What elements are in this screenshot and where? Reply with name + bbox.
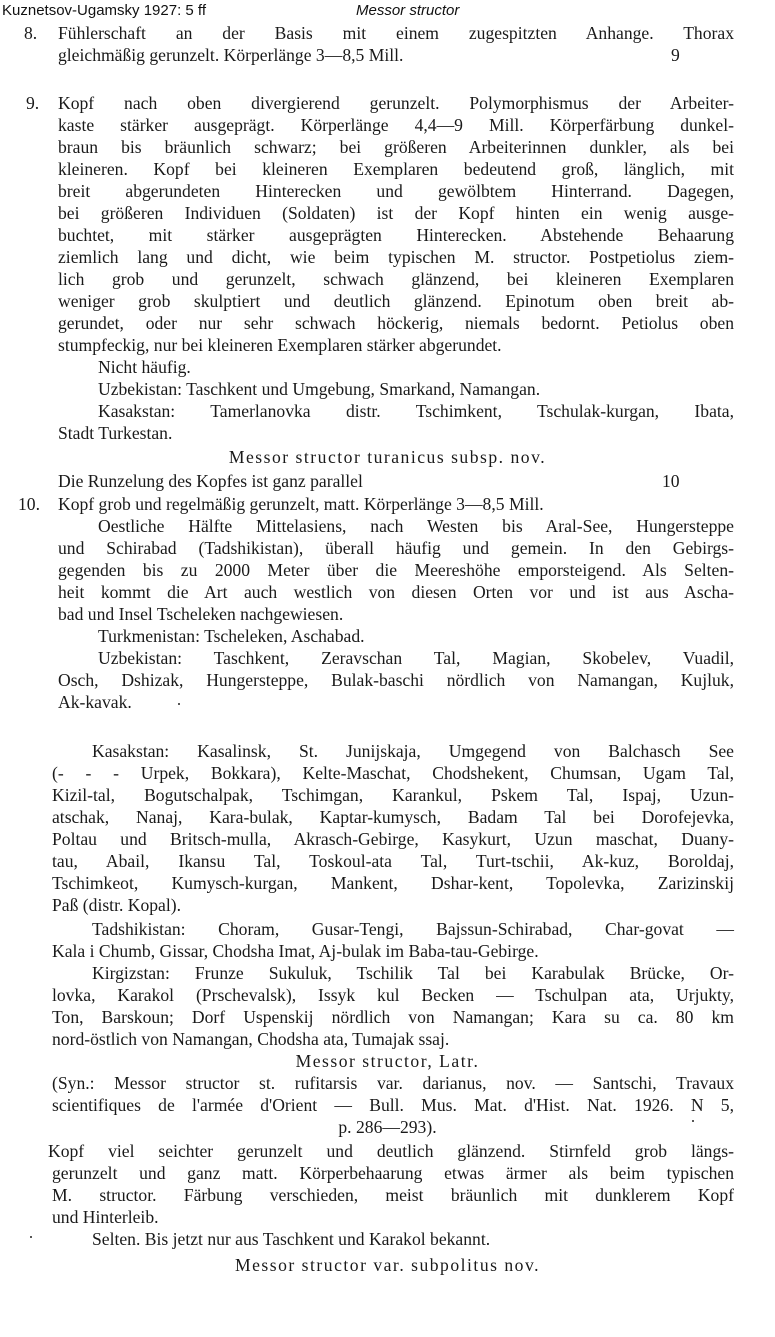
kirgizstan-line: Kirgizstan: Frunze Sukuluk, Tschilik Tal bei Karabulak Brücke, Or-	[92, 963, 734, 983]
kasakstan-line: (- - - Urpek, Bokkara), Kelte-Maschat, Chodshekent, Chumsan, Ugam Tal,	[52, 763, 734, 783]
source-citation: Kuznetsov-Ugamsky 1927: 5 ff	[2, 2, 206, 19]
couplet-lead: Die Runzelung des Kopfes ist ganz parallel	[58, 471, 363, 491]
distribution-uzbekistan-cont: Osch, Dshizak, Hungersteppe, Bulak-baschi nördlich von Namangan, Kujluk,	[58, 670, 734, 690]
couplet-9-line: buchtet, mit stärker ausgeprägten Hinterecken. Abstehende Behaarung	[58, 225, 734, 245]
couplet-9-line: gerundet, oder nur sehr schwach höckerig, niemals bedornt. Petiolus oben	[58, 313, 734, 333]
distribution-turkmenistan: Turkmenistan: Tscheleken, Aschabad.	[98, 626, 365, 646]
kasakstan-line-last: Paß (distr. Kopal).	[52, 895, 182, 915]
couplet-8-line-1: Fühlerschaft an der Basis mit einem zugespitzten Anhange. Thorax	[58, 23, 734, 43]
kasakstan-line: atschak, Nanaj, Kara-bulak, Kaptar-kumysch, Badam Tal bei Dorofejevka,	[52, 807, 734, 827]
description-line-last: und Hinterleib.	[52, 1207, 159, 1227]
couplet-10-line: Oestliche Hälfte Mittelasiens, nach Westen bis Aral-See, Hungersteppe	[98, 516, 734, 536]
couplet-10-line: gegenden bis zu 2000 Meter über die Meereshöhe emporsteigend. Als Selten-	[58, 560, 734, 580]
couplet-9-line: bei größeren Individuen (Soldaten) ist der Kopf hinten ein wenig ausge-	[58, 203, 734, 223]
couplet-10-line-last: bad und Insel Tscheleken nachgewiesen.	[58, 604, 344, 624]
kirgizstan-line-last: nord-östlich von Namangan, Chodsha ata, Tumajak ssaj.	[52, 1029, 450, 1049]
kasakstan-line: Tschimkeot, Kumysch-kurgan, Mankent, Dshar-kent, Topolevka, Zarizinskij	[52, 873, 734, 893]
couplet-9-line: weniger grob skulptiert und deutlich glänzend. Epinotum oben breit ab-	[58, 291, 734, 311]
couplet-9-line-last: stumpfeckig, nur bei kleineren Exemplaren stärker abgerundet.	[58, 335, 502, 355]
distribution-kasakstan: Kasakstan: Tamerlanovka distr. Tschimkent, Tschulak-kurgan, Ibata,	[98, 401, 734, 421]
distribution-uzbekistan: Uzbekistan: Taschkent, Zeravschan Tal, Magian, Skobelev, Vuadil,	[98, 648, 734, 668]
couplet-9-line: kleineren. Kopf bei kleineren Exemplaren bedeutend groß, länglich, mit	[58, 159, 734, 179]
couplet-number-8: 8.	[24, 23, 38, 43]
taxon-heading-structor: Messor structor, Latr.	[295, 1051, 480, 1071]
synonymy-line-1: (Syn.: Messor structor st. rufitarsis var. darianus, nov. — Santschi, Travaux	[52, 1073, 734, 1093]
kasakstan-line: Poltau und Britsch-mulla, Akrasch-Gebirge, Kasykurt, Uzun maschat, Duany-	[52, 829, 734, 849]
description-line: gerunzelt und ganz matt. Körperbehaarung etwas ärmer als beim typischen	[52, 1163, 734, 1183]
scan-speck	[30, 1236, 32, 1238]
kirgizstan-line: lovka, Karakol (Prschevalsk), Issyk kul Becken — Tschulpan ata, Urjukty,	[52, 985, 734, 1005]
couplet-9-line: Kopf nach oben divergierend gerunzelt. Polymorphismus der Arbeiter-	[58, 93, 734, 113]
couplet-9-line: breit abgerundeten Hinterecken und gewölbtem Hinterrand. Dagegen,	[58, 181, 734, 201]
couplet-number-10: 10.	[18, 494, 40, 514]
scan-speck	[692, 1120, 694, 1122]
page-header-taxon: Messor structor	[356, 2, 460, 19]
couplet-9-line: kaste stärker ausgeprägt. Körperlänge 4,4—9 Mill. Körperfärbung dunkel-	[58, 115, 734, 135]
description-line: M. structor. Färbung verschieden, meist bräunlich mit dunklerem Kopf	[52, 1185, 734, 1205]
distribution-uzbekistan: Uzbekistan: Taschkent und Umgebung, Smarkand, Namangan.	[98, 379, 541, 399]
taxon-heading-subpolitus: Messor structor var. subpolitus nov.	[234, 1255, 541, 1275]
couplet-lead-ref: 10	[662, 471, 680, 491]
synonymy-line-2: scientifiques de l'armée d'Orient — Bull. Mus. Mat. d'Hist. Nat. 1926. N 5,	[52, 1095, 734, 1115]
couplet-9-line: braun bis bräunlich schwarz; bei größeren Arbeiterinnen dunkler, als bei	[58, 137, 734, 157]
scan-speck	[178, 703, 180, 705]
kasakstan-line: Kizil-tal, Bogutschalpak, Tschimgan, Karankul, Pskem Tal, Ispaj, Uzun-	[52, 785, 734, 805]
kirgizstan-line: Ton, Barskoun; Dorf Uspenskij nördlich von Namangan; Kara su ca. 80 km	[52, 1007, 734, 1027]
distribution-tadshikistan-cont: Kala i Chumb, Gissar, Chodsha Imat, Aj-bulak im Baba-tau-Gebirge.	[52, 941, 539, 961]
rarity-note: Selten. Bis jetzt nur aus Taschkent und Karakol bekannt.	[92, 1229, 491, 1249]
kasakstan-line: tau, Abail, Ikansu Tal, Toskoul-ata Tal, Turt-tschii, Ak-kuz, Boroldaj,	[52, 851, 734, 871]
couplet-8-line-2: gleichmäßig gerunzelt. Körperlänge 3—8,5 Mill.	[58, 45, 404, 65]
couplet-9-line: ziemlich lang und dicht, wie beim typischen M. structor. Postpetiolus ziem-	[58, 247, 734, 267]
taxon-heading-turanicus: Messor structor turanicus subsp. nov.	[228, 447, 547, 467]
couplet-9-line: lich grob und gerunzelt, schwach glänzend, bei kleineren Exemplaren	[58, 269, 734, 289]
couplet-10-line: heit kommt die Art auch westlich von diesen Orten vor und ist aus Ascha-	[58, 582, 734, 602]
couplet-10-line-1: Kopf grob und regelmäßig gerunzelt, matt. Körperlänge 3—8,5 Mill.	[58, 494, 544, 514]
couplet-number-9: 9.	[26, 93, 40, 113]
frequency-note: Nicht häufig.	[98, 357, 191, 377]
distribution-tadshikistan: Tadshikistan: Choram, Gusar-Tengi, Bajssun-Schirabad, Char-govat —	[92, 919, 734, 939]
couplet-8-ref: 9	[671, 45, 680, 65]
kasakstan-line: Kasakstan: Kasalinsk, St. Junijskaja, Umgegend von Balchasch See	[92, 741, 734, 761]
synonymy-line-3: p. 286—293).	[338, 1117, 437, 1137]
description-line: Kopf viel seichter gerunzelt und deutlich glänzend. Stirnfeld grob längs-	[48, 1141, 734, 1161]
distribution-uzbekistan-end: Ak-kavak.	[58, 692, 132, 712]
distribution-kasakstan-cont: Stadt Turkestan.	[58, 423, 173, 443]
couplet-10-line: und Schirabad (Tadshikistan), überall häufig und gemein. In den Gebirgs-	[58, 538, 734, 558]
